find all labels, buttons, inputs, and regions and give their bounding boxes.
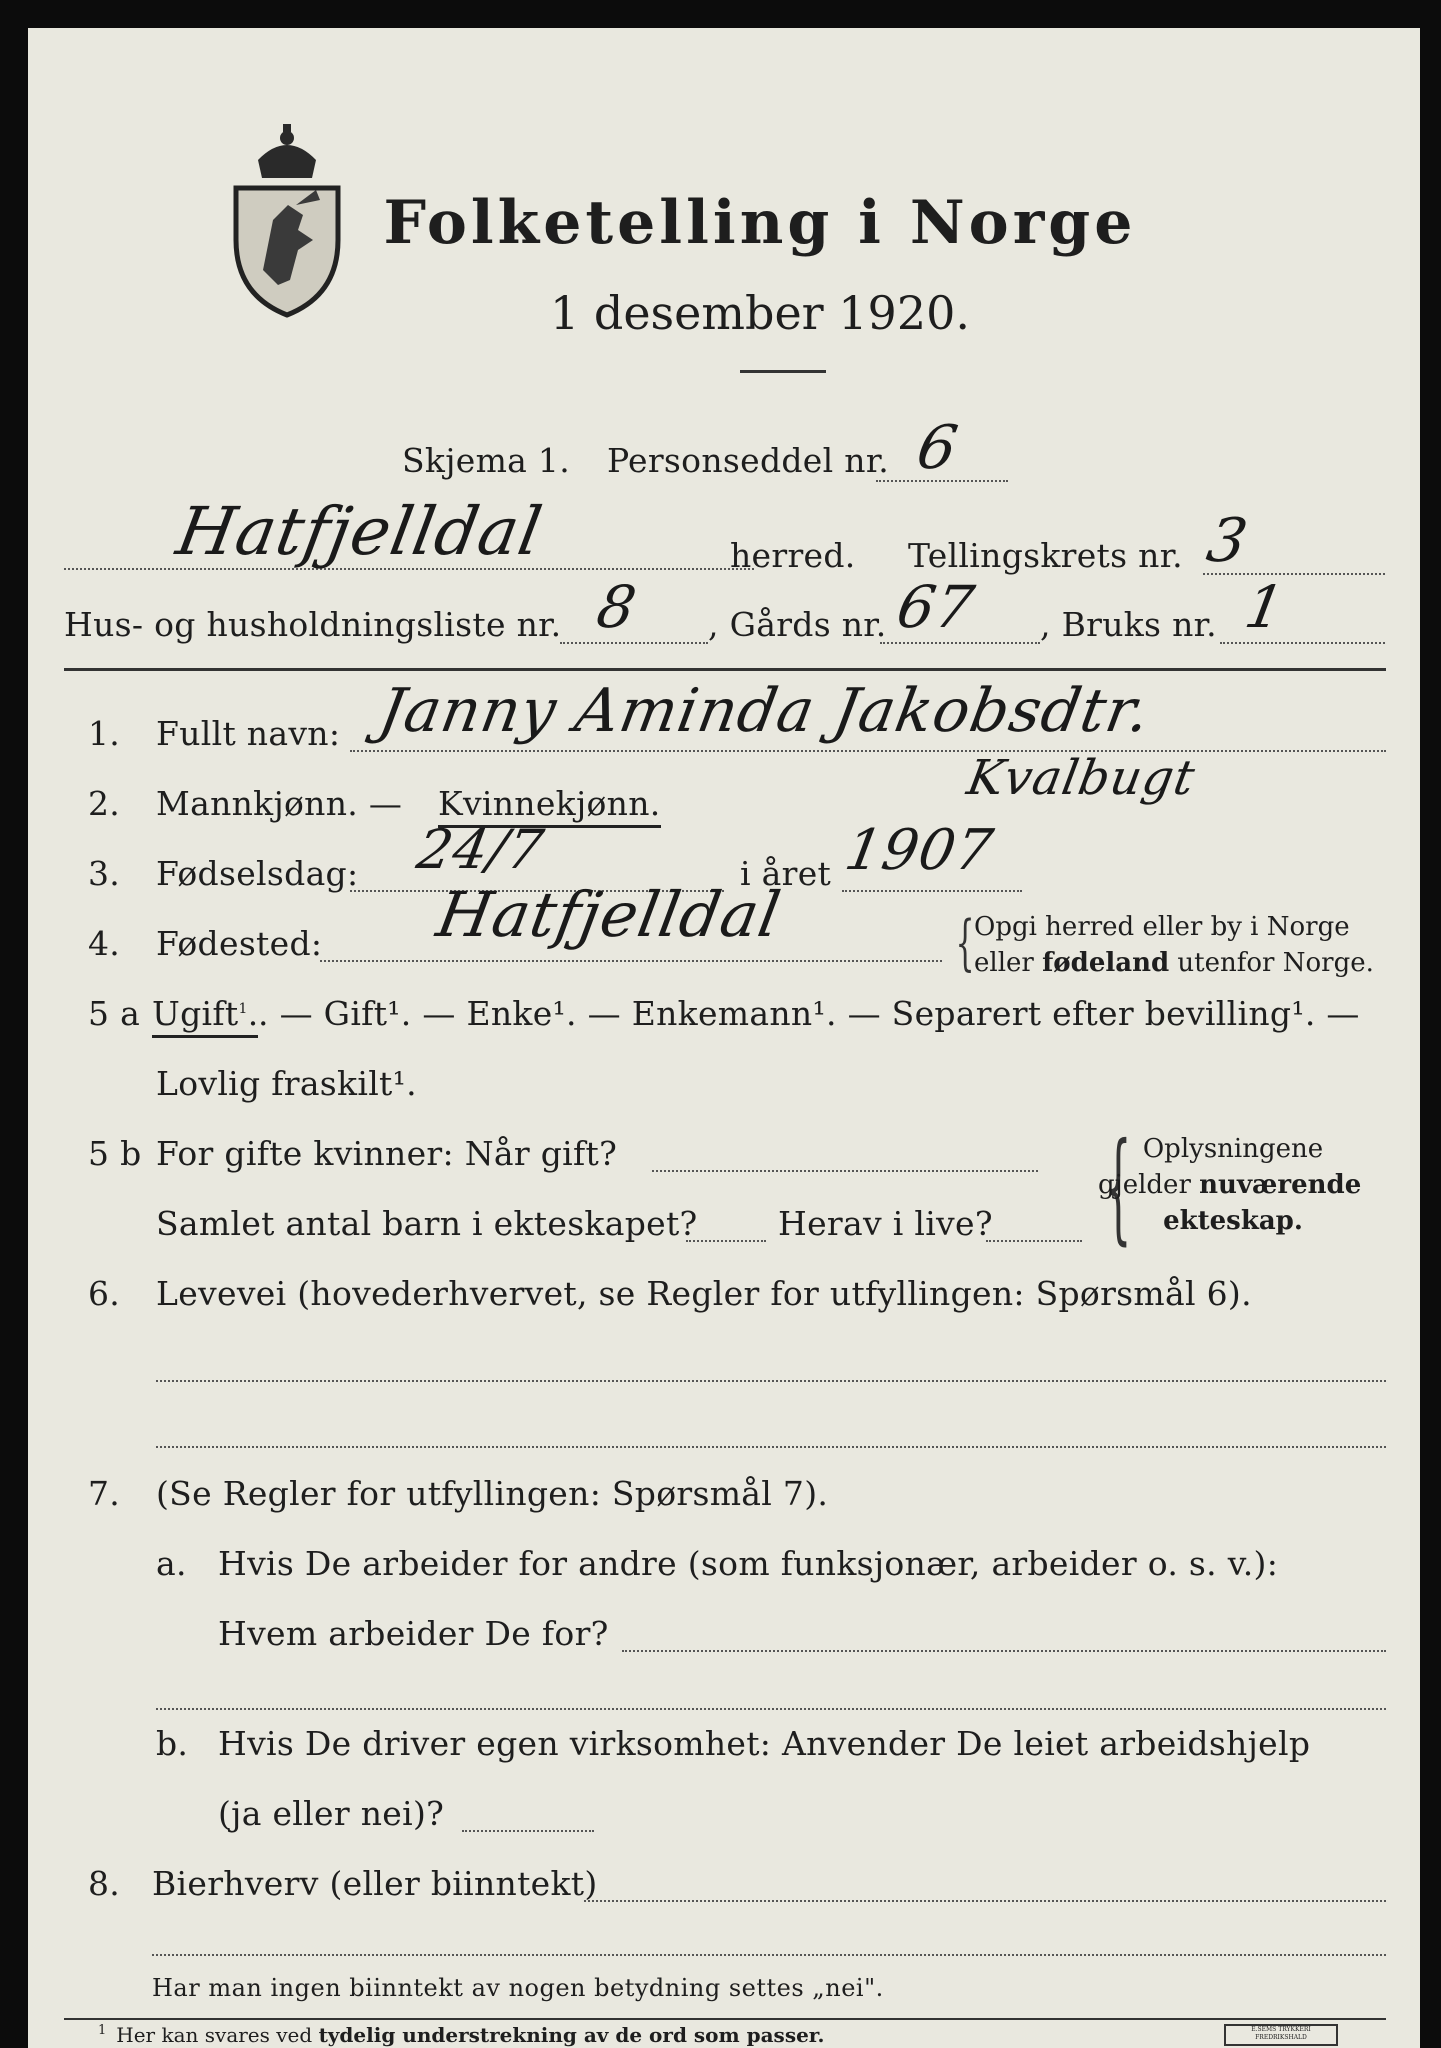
tellingskrets-label: Tellingskrets nr. bbox=[908, 536, 1183, 575]
q4-brace: { bbox=[955, 908, 975, 978]
footer-divider bbox=[64, 2018, 1386, 2020]
form-title: Folketelling i Norge bbox=[383, 188, 1137, 258]
personseddel-label: Personseddel nr. bbox=[607, 441, 890, 480]
gards-value: 67 bbox=[892, 573, 980, 641]
q5b-alive-label: Herav i live? bbox=[778, 1204, 993, 1243]
q3-year-label: i året bbox=[740, 854, 832, 893]
q4-note-line2: eller fødeland utenfor Norge. bbox=[974, 948, 1374, 978]
q5b-number: 5 b bbox=[88, 1134, 142, 1173]
q7-label: (Se Regler for utfyllingen: Spørsmål 7). bbox=[156, 1474, 829, 1513]
q6-line-2 bbox=[156, 1446, 1386, 1448]
q3-day-value: 24/7 bbox=[412, 818, 549, 881]
q3-number: 3. bbox=[88, 854, 121, 893]
personseddel-value: 6 bbox=[911, 413, 964, 483]
q4-note-line1: Opgi herred eller by i Norge bbox=[974, 912, 1350, 942]
gards-line bbox=[880, 642, 1040, 644]
tellingskrets-value: 3 bbox=[1201, 506, 1254, 576]
q8-line-2 bbox=[152, 1954, 1386, 1956]
q2-option-mann: Mannkjønn. — bbox=[156, 784, 403, 823]
q4-value: Hatfjelldal bbox=[431, 878, 787, 951]
census-form-sheet bbox=[28, 28, 1420, 2048]
footer-note: Har man ingen biinntekt av nogen betydning settes „nei". bbox=[152, 1974, 884, 2002]
bruks-label: , Bruks nr. bbox=[1040, 605, 1217, 644]
q6-line-1 bbox=[156, 1380, 1386, 1382]
printer-stamp: E.SEMS TRYKKERI FREDRIKSHALD bbox=[1224, 2024, 1338, 2046]
q3-label: Fødselsdag: bbox=[156, 854, 359, 893]
q1-value: Janny Aminda Jakobsdtr. bbox=[373, 676, 1156, 746]
q2-option-kvinne: Kvinnekjønn. bbox=[438, 784, 661, 828]
q5b-note-line2: gjelder nuværende bbox=[1098, 1170, 1362, 1200]
hus-line bbox=[560, 642, 708, 644]
q5b-label: For gifte kvinner: Når gift? bbox=[156, 1134, 618, 1173]
q8-label: Bierhverv (eller biinntekt) bbox=[152, 1864, 598, 1903]
q4-number: 4. bbox=[88, 924, 121, 963]
herred-label: herred. bbox=[730, 536, 856, 575]
q3-year-value: 1907 bbox=[840, 818, 999, 883]
section-divider bbox=[64, 668, 1386, 671]
q6-number: 6. bbox=[88, 1274, 121, 1313]
q1-number: 1. bbox=[88, 714, 121, 753]
q7a-label: Hvis De arbeider for andre (som funksjonær, arbeider o. s. v.): bbox=[218, 1544, 1279, 1583]
q5b-brace: { bbox=[1104, 1118, 1132, 1257]
hus-value: 8 bbox=[592, 573, 642, 641]
q7a-line-2 bbox=[156, 1708, 1386, 1710]
skjema-label: Skjema 1. bbox=[402, 441, 571, 480]
q5a-other-options: . — Gift¹. — Enke¹. — Enkemann¹. — Separert efter bevilling¹. — bbox=[258, 994, 1360, 1033]
q7b-line bbox=[462, 1830, 594, 1832]
q7b-label-line2: (ja eller nei)? bbox=[218, 1794, 445, 1833]
q8-line-1 bbox=[584, 1900, 1386, 1902]
q5b-note-line1: Oplysningene bbox=[1142, 1134, 1324, 1164]
q7b-letter: b. bbox=[156, 1724, 189, 1763]
q5a-option-fraskilt: Lovlig fraskilt¹. bbox=[156, 1064, 417, 1103]
q1-line bbox=[350, 750, 1386, 752]
q5b-children-line bbox=[686, 1240, 766, 1242]
bruks-line bbox=[1220, 642, 1385, 644]
q5a-number: 5 a bbox=[88, 994, 141, 1033]
q7a-letter: a. bbox=[156, 1544, 187, 1583]
header-divider bbox=[740, 370, 826, 373]
q8-number: 8. bbox=[88, 1864, 121, 1903]
q3-year-line bbox=[842, 890, 1022, 892]
gards-label: , Gårds nr. bbox=[708, 605, 887, 644]
q5b-gift-line bbox=[652, 1170, 1038, 1172]
q5b-alive-line bbox=[986, 1240, 1082, 1242]
q7a-label-line2: Hvem arbeider De for? bbox=[218, 1614, 609, 1653]
q1-label: Fullt navn: bbox=[156, 714, 341, 753]
q4-label: Fødested: bbox=[156, 924, 323, 963]
form-date: 1 desember 1920. bbox=[550, 286, 970, 340]
q4-line bbox=[320, 960, 942, 962]
q7b-label: Hvis De driver egen virksomhet: Anvender De leiet arbeidshjelp bbox=[218, 1724, 1311, 1763]
q5a-option-ugift: Ugift$^1$. bbox=[152, 994, 258, 1038]
q1-value-line2: Kvalbugt bbox=[963, 750, 1200, 806]
q6-label: Levevei (hovederhvervet, se Regler for utfyllingen: Spørsmål 6). bbox=[156, 1274, 1252, 1313]
herred-value: Hatfjelldal bbox=[171, 493, 549, 570]
hus-label: Hus- og husholdningsliste nr. bbox=[64, 605, 562, 644]
q7-number: 7. bbox=[88, 1474, 121, 1513]
footnote: $^1$ Her kan svares ved tydelig understrekning av de ord som passer. bbox=[98, 2023, 825, 2047]
q2-number: 2. bbox=[88, 784, 121, 823]
q5b-children-label: Samlet antal barn i ekteskapet? bbox=[156, 1204, 698, 1243]
q5b-note-line3: ekteskap. bbox=[1163, 1206, 1303, 1236]
bruks-value: 1 bbox=[1240, 573, 1290, 641]
q7a-line-1 bbox=[622, 1650, 1386, 1652]
